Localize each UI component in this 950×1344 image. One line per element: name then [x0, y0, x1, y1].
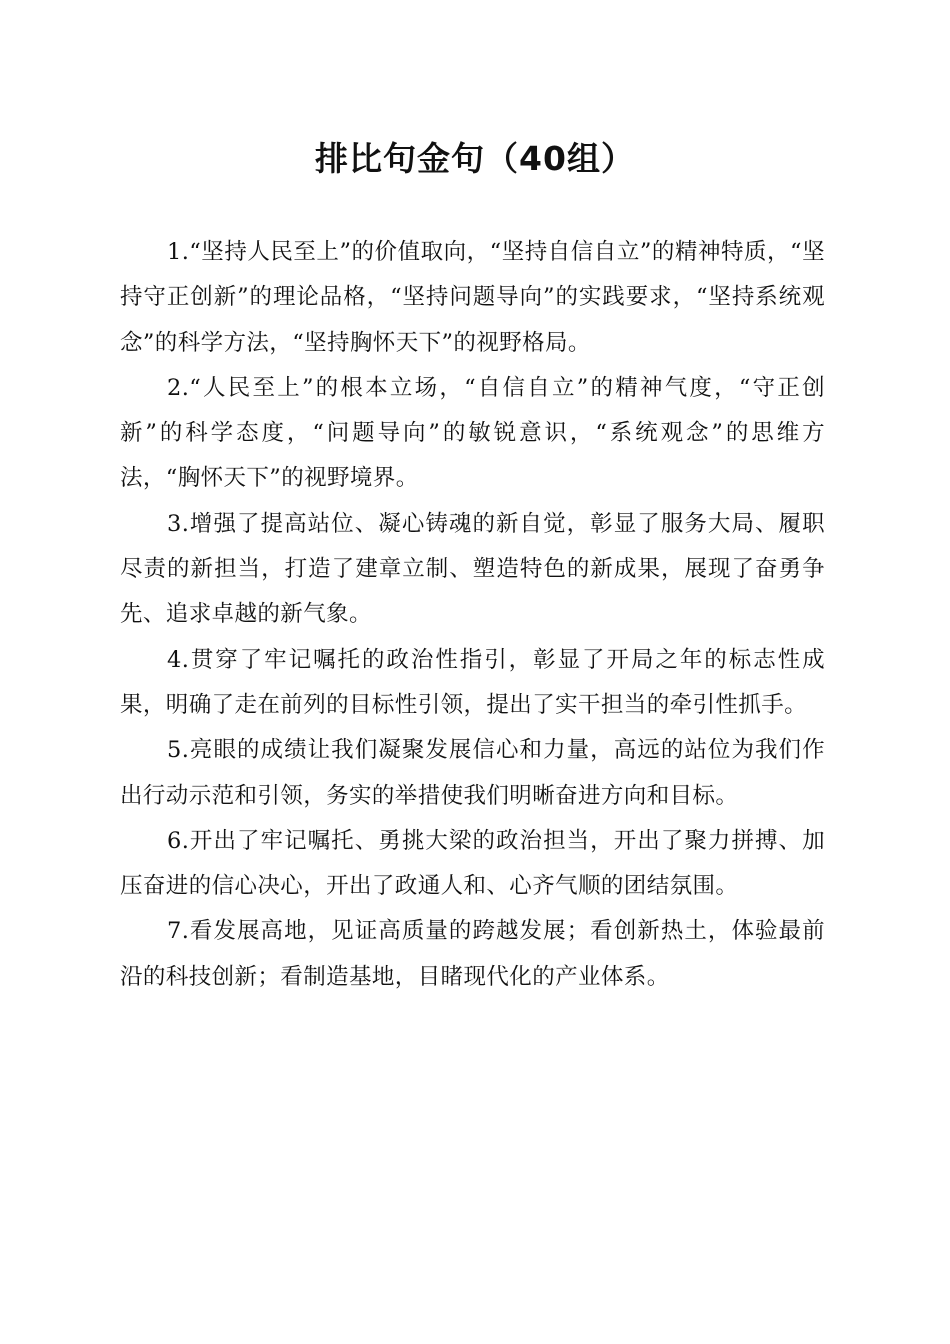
paragraph-3: 3.增强了提高站位、凝心铸魂的新自觉，彰显了服务大局、履职尽责的新担当，打造了建章立制、塑造特色的新成果，展现了奋勇争先、追求卓越的新气象。 [120, 510, 825, 628]
paragraph-5: 5.亮眼的成绩让我们凝聚发展信心和力量，高远的站位为我们作出行动示范和引领，务实的举措使我们明晰奋进方向和目标。 [120, 737, 825, 809]
paragraph-2: 2.“人民至上”的根本立场，“自信自立”的精神气度，“守正创新”的科学态度，“问题导向”的敏锐意识，“系统观念”的思维方法，“胸怀天下”的视野境界。 [120, 374, 825, 492]
paragraph-6: 6.开出了牢记嘱托、勇挑大梁的政治担当，开出了聚力拼搏、加压奋进的信心决心，开出了政通人和、心齐气顺的团结氛围。 [120, 827, 825, 900]
document-body [120, 230, 825, 1000]
paragraph-1: 1.“坚持人民至上”的价值取向，“坚持自信自立”的精神特质，“坚持守正创新”的理论品格，“坚持问题导向”的实践要求，“坚持系统观念”的科学方法，“坚持胸怀天下”的视野格局。 [120, 239, 825, 356]
document-title: 排比句金句（40组） [315, 139, 635, 178]
paragraph-7: 7.看发展高地，见证高质量的跨越发展；看创新热土，体验最前沿的科技创新；看制造基地，目睹现代化的产业体系。 [120, 918, 825, 990]
paragraph-4: 4.贯穿了牢记嘱托的政治性指引，彰显了开局之年的标志性成果，明确了走在前列的目标性引领，提出了实干担当的牵引性抓手。 [120, 646, 825, 718]
